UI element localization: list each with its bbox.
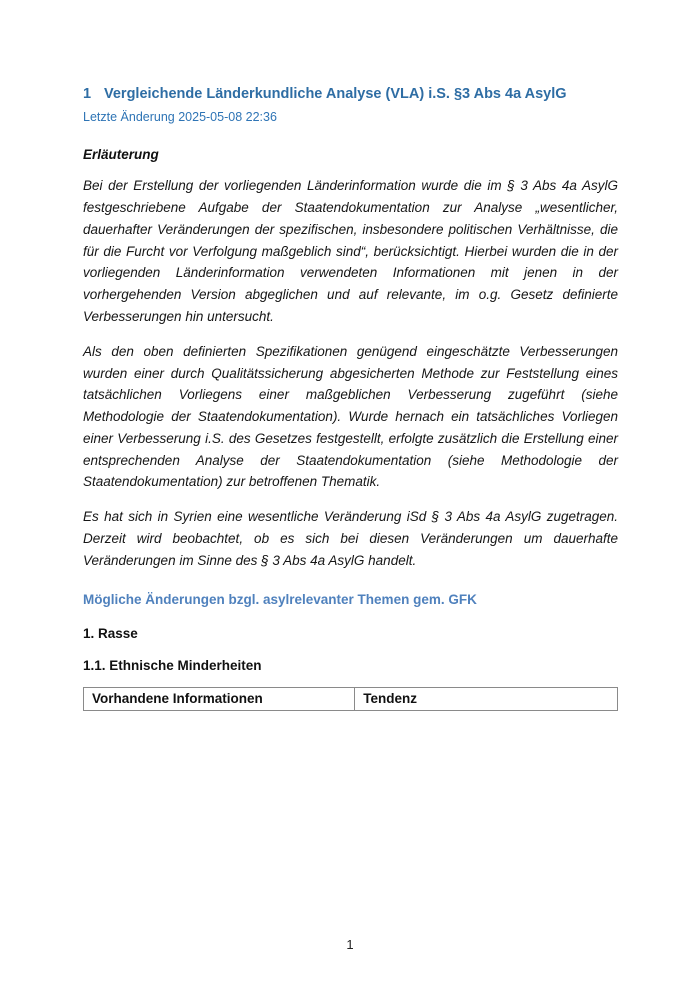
paragraph-syria-finding: Es hat sich in Syrien eine wesentliche Veränderung iSd § 3 Abs 4a AsylG zugetragen. Derzeit wird beobachtet, ob es sich bei diesen Veränderungen um dauerhafte Veränderungen im Sinne des § 3 Abs 4a AsylG handelt. <box>83 509 618 568</box>
subsection-heading-ethnische-minderheiten: 1.1. Ethnische Minderheiten <box>83 658 262 674</box>
information-table <box>83 687 618 711</box>
paragraph-analysis-task: Bei der Erstellung der vorliegenden Länderinformation wurde die im § 3 Abs 4a AsylG festgeschriebene Aufgabe der Staatendokumentation zur Analyse „wesentlicher, dauerhafter Veränderungen der spezifischen, insbesondere politischen Verhältnisse, die für die Furcht vor Verfolgung maßgeblich sind“, berücksichtigt. Hierbei wurden die in der vorliegenden Länderinformation verwendeten Informationen mit jenen in der vorhergehenden Version abgeglichen und auf relevante, im o.g. Gesetz definierte Verbesserungen hin untersucht. <box>83 178 618 324</box>
table-header-row <box>84 688 618 711</box>
section-heading-rasse: 1. Rasse <box>83 626 138 642</box>
gfk-subheading: Mögliche Änderungen bzgl. asylrelevanter Themen gem. GFK <box>83 591 477 607</box>
document-title-text: Vergleichende Länderkundliche Analyse (VLA) i.S. §3 Abs 4a AsylG <box>104 86 567 102</box>
erlaeuterung-heading: Erläuterung <box>83 147 159 163</box>
document-title <box>83 85 618 103</box>
table-header-vorhandene-informationen: Vorhandene Informationen <box>84 688 355 711</box>
table-header-tendenz: Tendenz <box>355 688 618 711</box>
document-title-number: 1 <box>83 86 92 102</box>
page-number: 1 <box>346 937 354 952</box>
paragraph-methodology: Als den oben definierten Spezifikationen genügend eingeschätzte Verbesserungen wurden einer durch Qualitätssicherung abgesicherten Methode zur Feststellung eines tatsächlichen Vorliegens einer maßgeblichen Verbesserung zugeführt (siehe Methodologie der Staatendokumentation). Wurde hernach ein tatsächliches Vorliegen einer Verbesserung i.S. des Gesetzes festgestellt, erfolgte zusätzlich die Erstellung einer entsprechenden Analyse der Staatendokumentation (siehe Methodologie der Staatendokumentation) zur betroffenen Thematik. <box>83 343 618 490</box>
last-change-timestamp: Letzte Änderung 2025-05-08 22:36 <box>83 110 277 125</box>
